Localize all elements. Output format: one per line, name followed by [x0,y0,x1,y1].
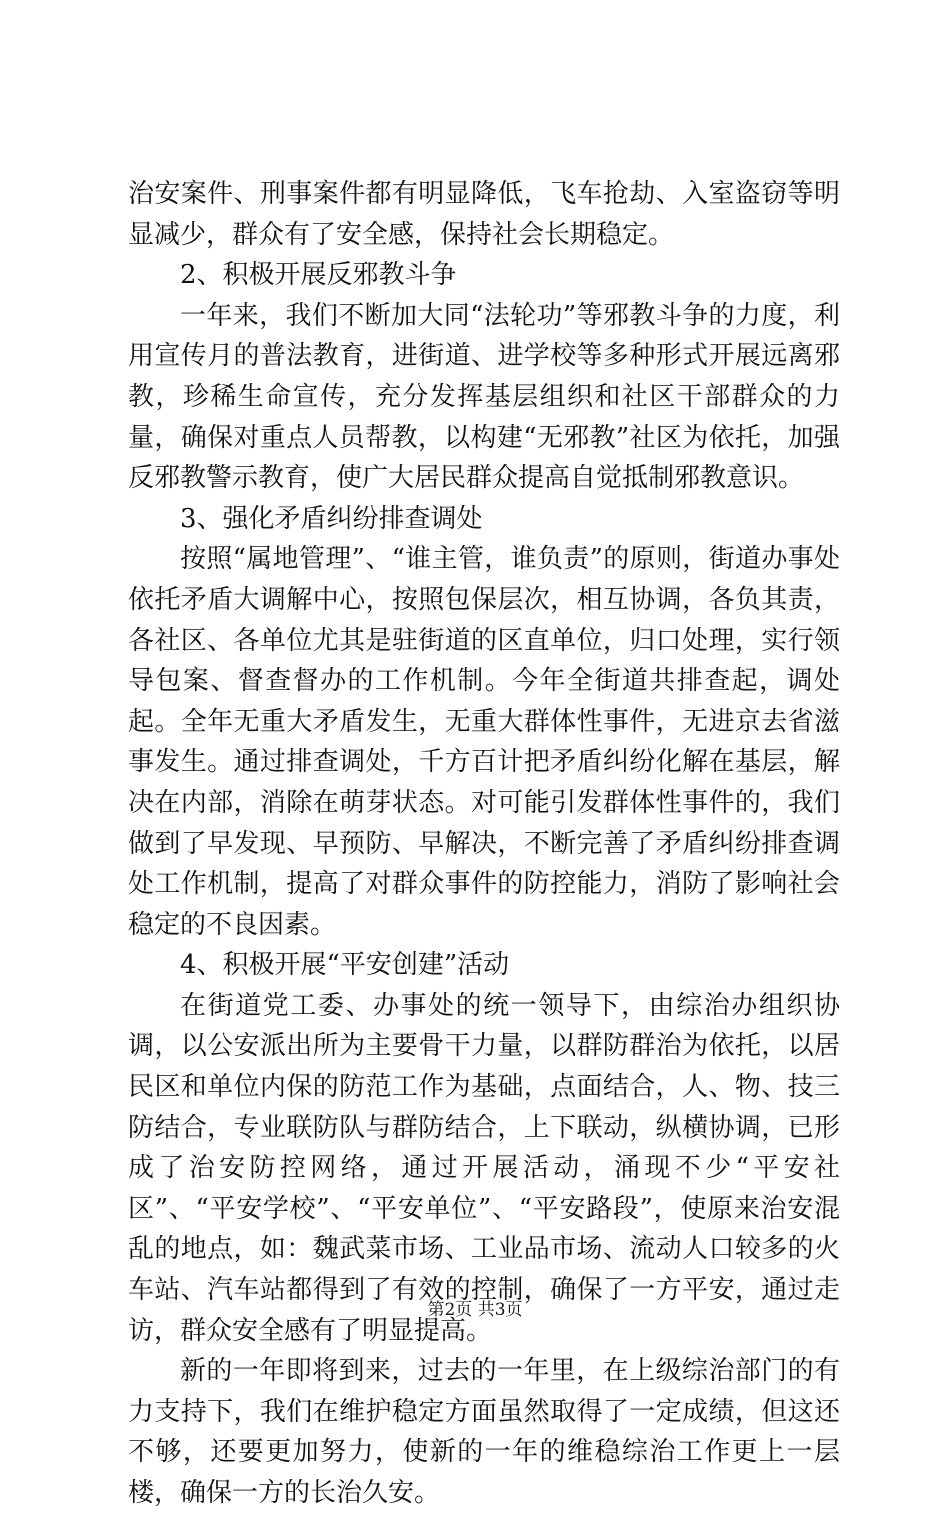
section-heading-3: 3、强化矛盾纠纷排查调处 [180,503,483,534]
page-number-footer: 第2页 共3页 [427,1300,523,1320]
paragraph-continuation: 治安案件、刑事案件都有明显降低，飞车抢劫、入室盗窃等明显减少，群众有了安全感，保持社会长期稳定。 [128,179,840,250]
paragraph-safe-campaign: 在街道党工委、办事处的统一领导下，由综治办组织协调，以公安派出所为主要骨干力量，以群防群治为依托，以居民区和单位内保的防范工作为基础，点面结合，人、物、技三防结合，专业联防队与群防结合，上下联动，纵横协调，已形成了治安防控网络，通过开展活动，涌现不少“平安社区”、“平安学校”、“平安单位”、“平安路段”，使原来治安混乱的地点，如：魏武菜市场、工业品市场、流动人口较多的火车站、汽车站都得到了有效的控制，确保了一方平安，通过走访，群众安全感有了明显提高。 [128,990,840,1346]
paragraph-dispute-resolution: 按照“属地管理”、“谁主管，谁负责”的原则，街道办事处依托矛盾大调解中心，按照包保层次，相互协调，各负其责，各社区、各单位尤其是驻街道的区直单位，归口处理，实行领导包案、督查督办的工作机制。今年全街道共排查起，调处起。全年无重大矛盾发生，无重大群体性事件，无进京去省滋事发生。通过排查调处，千方百计把矛盾纠纷化解在基层，解决在内部，消除在萌芽状态。对可能引发群体性事件的，我们做到了早发现、早预防、早解决，不断完善了矛盾纠纷排查调处工作机制，提高了对群众事件的防控能力，消防了影响社会稳定的不良因素。 [128,544,840,940]
section-heading-4: 4、积极开展“平安创建”活动 [180,950,510,981]
paragraph-anti-cult: 一年来，我们不断加大同“法轮功”等邪教斗争的力度，利用宣传月的普法教育，进街道、进学校等多种形式开展远离邪教，珍稀生命宣传，充分发挥基层组织和社区干部群众的力量，确保对重点人员帮教，以构建“无邪教”社区为依托，加强反邪教警示教育，使广大居民群众提高自觉抵制邪教意识。 [128,300,840,494]
paragraph-conclusion: 新的一年即将到来，过去的一年里，在上级综治部门的有力支持下，我们在维护稳定方面虽然取得了一定成绩，但这还不够，还要更加努力，使新的一年的维稳综治工作更上一层楼，确保一方的长治久安。 [128,1356,840,1508]
section-heading-2: 2、积极开展反邪教斗争 [180,260,457,291]
